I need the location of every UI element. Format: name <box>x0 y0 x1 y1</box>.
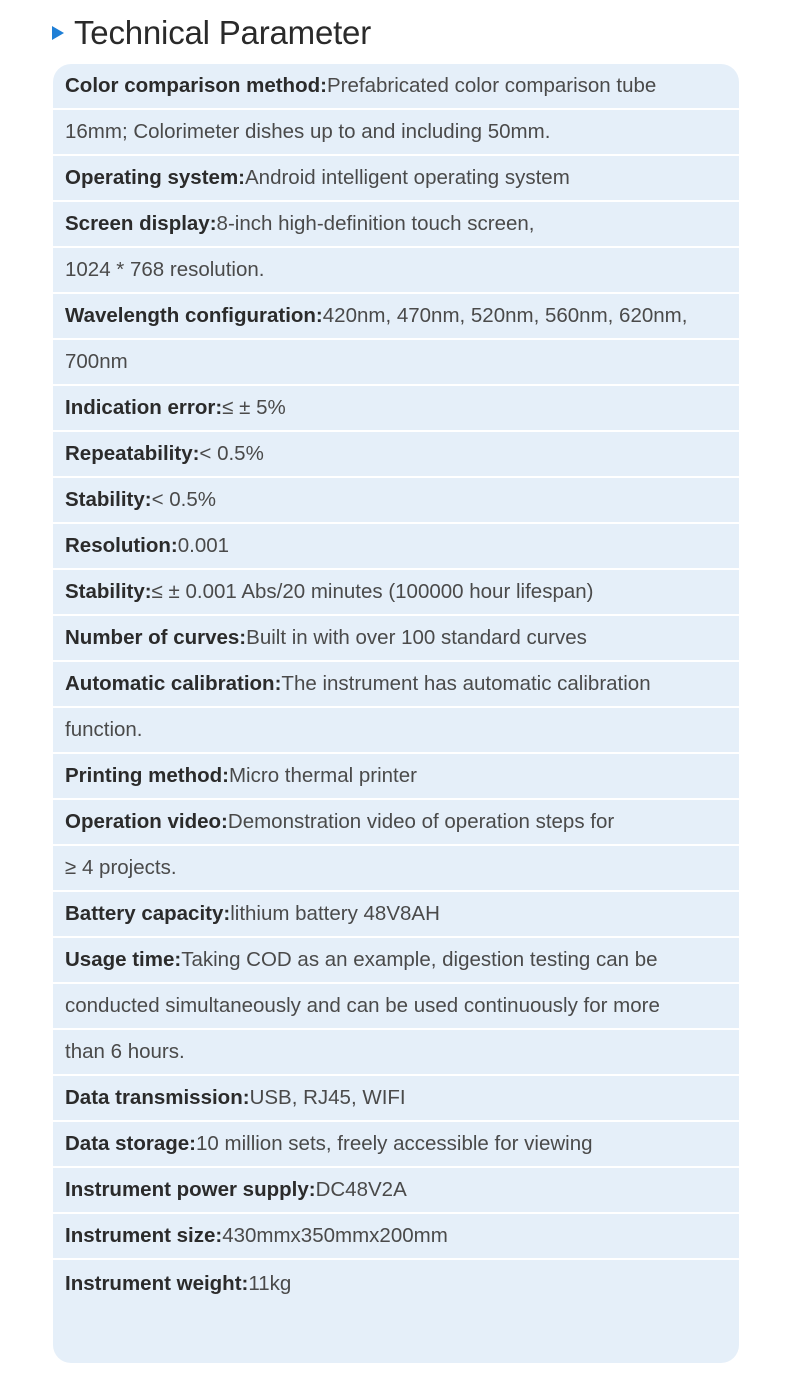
param-label: Stability: <box>65 580 152 603</box>
param-row <box>53 1030 739 1076</box>
param-value: lithium battery 48V8AH <box>230 902 440 925</box>
param-value: Taking COD as an example, digestion testing can be <box>181 948 658 971</box>
param-value: 11kg <box>248 1272 292 1295</box>
param-value: 700nm <box>65 350 128 373</box>
param-value: 430mmx350mmx200mm <box>222 1224 448 1247</box>
param-value: 8-inch high-definition touch screen, <box>216 212 535 235</box>
param-label: Number of curves: <box>65 626 247 649</box>
param-row <box>53 800 739 846</box>
param-label: Resolution: <box>65 534 178 557</box>
param-value: Demonstration video of operation steps for <box>227 810 615 833</box>
param-value: conducted simultaneously and can be used continuously for more <box>65 994 660 1017</box>
param-label: Repeatability: <box>65 442 200 465</box>
param-label: Instrument size: <box>65 1224 223 1247</box>
param-row <box>53 708 739 754</box>
param-row <box>53 570 739 616</box>
param-value: ≤ ± 0.001 Abs/20 minutes (100000 hour lifespan) <box>151 580 594 603</box>
param-value: than 6 hours. <box>65 1040 185 1063</box>
param-row <box>53 754 739 800</box>
param-row <box>53 938 739 984</box>
param-label: Automatic calibration: <box>65 672 282 695</box>
param-row <box>53 984 739 1030</box>
param-value: < 0.5% <box>199 442 264 465</box>
param-row <box>53 1260 739 1308</box>
param-row <box>53 386 739 432</box>
param-row <box>53 892 739 938</box>
param-row <box>53 432 739 478</box>
param-label: Operating system: <box>65 166 245 189</box>
param-label: Color comparison method: <box>65 74 327 97</box>
section-header <box>52 10 371 56</box>
param-value: 420nm, 470nm, 520nm, 560nm, 620nm, <box>322 304 688 327</box>
param-value: Android intelligent operating system <box>245 166 570 189</box>
parameter-table <box>53 64 739 1363</box>
param-value: 1024 * 768 resolution. <box>65 258 265 281</box>
param-label: Usage time: <box>65 948 182 971</box>
param-value: Built in with over 100 standard curves <box>246 626 587 649</box>
param-row <box>53 294 739 340</box>
param-label: Battery capacity: <box>65 902 231 925</box>
param-row <box>53 616 739 662</box>
param-value: 10 million sets, freely accessible for viewing <box>196 1132 593 1155</box>
param-value: function. <box>65 718 143 741</box>
param-value: ≤ ± 5% <box>222 396 286 419</box>
param-label: Instrument weight: <box>65 1272 249 1295</box>
param-label: Printing method: <box>65 764 229 787</box>
param-row <box>53 248 739 294</box>
param-value: 16mm; Colorimeter dishes up to and including 50mm. <box>65 120 551 143</box>
param-value: The instrument has automatic calibration <box>281 672 651 695</box>
param-row <box>53 846 739 892</box>
param-label: Screen display: <box>65 212 217 235</box>
param-row <box>53 1214 739 1260</box>
param-value: Micro thermal printer <box>228 764 417 787</box>
param-label: Operation video: <box>65 810 228 833</box>
param-row <box>53 156 739 202</box>
param-row <box>53 478 739 524</box>
param-row <box>53 1122 739 1168</box>
param-label: Data storage: <box>65 1132 197 1155</box>
param-row <box>53 110 739 156</box>
param-value: USB, RJ45, WIFI <box>249 1086 406 1109</box>
section-title: Technical Parameter <box>74 14 372 51</box>
param-label: Indication error: <box>65 396 223 419</box>
param-value: DC48V2A <box>315 1178 407 1201</box>
param-value: < 0.5% <box>151 488 216 511</box>
param-row <box>53 662 739 708</box>
param-label: Data transmission: <box>65 1086 250 1109</box>
param-label: Wavelength configuration: <box>65 304 323 327</box>
param-row <box>53 1168 739 1214</box>
param-row <box>53 524 739 570</box>
param-label: Instrument power supply: <box>65 1178 316 1201</box>
param-value: ≥ 4 projects. <box>65 856 177 879</box>
param-value: 0.001 <box>177 534 230 557</box>
param-row <box>53 64 739 110</box>
param-row <box>53 340 739 386</box>
param-label: Stability: <box>65 488 152 511</box>
triangle-marker-icon <box>52 26 64 40</box>
param-row <box>53 1076 739 1122</box>
param-value: Prefabricated color comparison tube <box>326 74 657 97</box>
param-row <box>53 202 739 248</box>
